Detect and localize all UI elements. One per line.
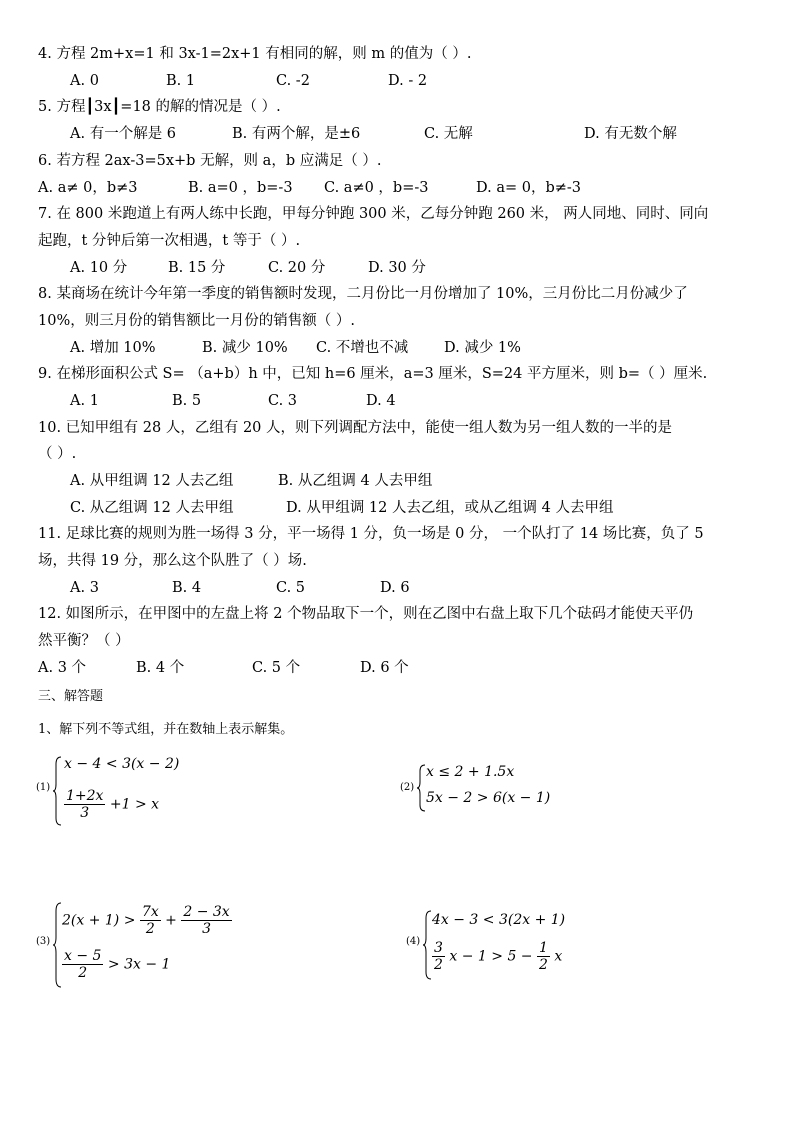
option-c: C. 从乙组调 12 人去甲组 xyxy=(70,500,234,516)
fraction xyxy=(181,904,231,937)
option-b: B. 1 xyxy=(166,73,196,89)
option-d: D. 6 xyxy=(380,580,410,596)
option-d: D. - 2 xyxy=(388,73,428,89)
task-instruction: 1、解下列不等式组，并在数轴上表示解集。 xyxy=(38,722,294,737)
row-tail: x xyxy=(554,948,563,965)
inequality-system-1 xyxy=(36,756,236,826)
option-c: C. 3 xyxy=(268,393,298,409)
system-row-2: 5x − 2 > 6(x − 1) xyxy=(426,790,551,806)
fraction xyxy=(432,940,445,973)
fraction xyxy=(62,948,103,981)
question-4-stem: 4. 方程 2m+x=1 和 3x-1=2x+1 有相同的解，则 m 的值为（ ）. xyxy=(38,46,472,62)
fraction-denominator: 3 xyxy=(80,805,90,821)
inequality-system-4 xyxy=(406,910,626,980)
fraction-numerator: 1 xyxy=(538,940,548,956)
fraction-numerator: x − 5 xyxy=(64,948,102,964)
option-d: D. 4 xyxy=(366,393,396,409)
system-row-2 xyxy=(64,788,159,821)
system-label: (2) xyxy=(400,782,415,793)
option-d: D. 有无数个解 xyxy=(584,126,677,142)
system-label: (4) xyxy=(406,936,421,947)
option-b: B. 有两个解，是±6 xyxy=(232,126,361,142)
fraction-denominator: 2 xyxy=(78,965,88,981)
plus-sign: + xyxy=(165,912,177,929)
option-a: A. 3 个 xyxy=(38,660,87,676)
fraction-denominator: 3 xyxy=(202,921,211,937)
question-7-stem-cont: 起跑，t 分钟后第一次相遇，t 等于（ ）. xyxy=(38,233,301,249)
option-c: C. -2 xyxy=(276,73,310,89)
option-c: C. 5 个 xyxy=(252,660,301,676)
system-row-1: 4x − 3 < 3(2x + 1) xyxy=(432,912,566,928)
option-c: C. 无解 xyxy=(424,126,473,142)
question-10-stem-cont: （ ）. xyxy=(38,446,77,462)
inequality-system-2 xyxy=(400,764,600,814)
fraction xyxy=(140,904,161,937)
option-c: C. 5 xyxy=(276,580,306,596)
option-d: D. 减少 1% xyxy=(444,340,521,356)
left-brace-icon xyxy=(416,764,426,812)
option-a: A. 3 xyxy=(70,580,99,596)
option-d: D. 30 分 xyxy=(368,260,426,276)
option-b: B. 4 xyxy=(172,580,202,596)
option-b: B. 5 xyxy=(172,393,202,409)
row-tail: > 3x − 1 xyxy=(107,956,171,973)
system-label: (1) xyxy=(36,782,51,793)
fraction-numerator: 2 − 3x xyxy=(183,904,230,920)
row-middle: x − 1 > 5 − xyxy=(449,948,533,965)
question-12-stem: 12. 如图所示，在甲图中的左盘上将 2 个物品取下一个，则在乙图中右盘上取下几个砝码才能使天平仍 xyxy=(38,606,694,622)
question-8-stem: 8. 某商场在统计今年第一季度的销售额时发现，二月份比一月份增加了 10%，三月份比二月份减少了 xyxy=(38,286,688,302)
option-b: B. 减少 10% xyxy=(202,340,288,356)
question-9-stem: 9. 在梯形面积公式 S= （a+b）h 中，已知 h=6 厘米，a=3 厘米，S=24 平方厘米，则 b=（ ）厘米. xyxy=(38,366,708,382)
question-11-stem-cont: 场，共得 19 分，那么这个队胜了（ ）场. xyxy=(38,553,307,569)
option-b: B. a=0 ，b=-3 xyxy=(188,180,293,196)
option-d: D. 从甲组调 12 人去乙组，或从乙组调 4 人去甲组 xyxy=(286,500,614,516)
system-row-1: x ≤ 2 + 1.5x xyxy=(426,764,515,780)
option-b: B. 4 个 xyxy=(136,660,185,676)
question-5-stem: 5. 方程┃3x┃=18 的解的情况是（ ）. xyxy=(38,99,281,115)
option-c: C. 不增也不减 xyxy=(316,340,409,356)
fraction-denominator: 2 xyxy=(145,921,155,937)
fraction xyxy=(64,788,105,821)
option-a: A. 有一个解是 6 xyxy=(70,126,177,142)
question-7-stem: 7. 在 800 米跑道上有两人练中长跑，甲每分钟跑 300 米，乙每分钟跑 260 米， 两人同地、同时、同向 xyxy=(38,206,709,222)
row-tail: +1 > x xyxy=(109,796,160,813)
fraction-numerator: 1+2x xyxy=(66,788,104,804)
question-8-stem-cont: 10%，则三月份的销售额比一月份的销售额（ ）. xyxy=(38,313,355,329)
left-brace-icon xyxy=(52,756,62,826)
fraction-numerator: 7x xyxy=(141,904,159,920)
option-a: A. 10 分 xyxy=(70,260,128,276)
option-a: A. 增加 10% xyxy=(70,340,156,356)
fraction-denominator: 2 xyxy=(538,957,548,973)
option-a: A. 从甲组调 12 人去乙组 xyxy=(70,473,234,489)
inequality-system-3 xyxy=(36,902,256,988)
system-row-1: x − 4 < 3(x − 2) xyxy=(64,756,180,772)
fraction-denominator: 2 xyxy=(434,957,443,973)
question-6-stem: 6. 若方程 2ax-3=5x+b 无解，则 a，b 应满足（ ）. xyxy=(38,153,382,169)
left-brace-icon xyxy=(422,910,432,980)
system-row-1 xyxy=(62,904,232,937)
question-10-stem: 10. 已知甲组有 28 人，乙组有 20 人，则下列调配方法中，能使一组人数为另一组人数的一半的是 xyxy=(38,420,673,436)
fraction-numerator: 3 xyxy=(434,940,443,956)
option-a: A. 1 xyxy=(70,393,99,409)
option-b: B. 15 分 xyxy=(168,260,226,276)
fraction xyxy=(537,940,550,973)
row-head: 2(x + 1) > xyxy=(62,912,136,929)
option-c: C. 20 分 xyxy=(268,260,326,276)
system-row-2 xyxy=(432,940,562,973)
question-11-stem: 11. 足球比赛的规则为胜一场得 3 分，平一场得 1 分，负一场是 0 分， 一个队打了 14 场比赛，负了 5 xyxy=(38,526,704,542)
system-row-2 xyxy=(62,948,170,981)
option-c: C. a≠0 ，b=-3 xyxy=(324,180,429,196)
option-d: D. 6 个 xyxy=(360,660,409,676)
option-d: D. a= 0，b≠-3 xyxy=(476,180,582,196)
question-12-stem-cont: 然平衡？（ ） xyxy=(38,633,130,649)
option-a: A. a≠ 0，b≠3 xyxy=(38,180,138,196)
option-b: B. 从乙组调 4 人去甲组 xyxy=(278,473,433,489)
system-label: (3) xyxy=(36,936,51,947)
left-brace-icon xyxy=(52,902,62,988)
option-a: A. 0 xyxy=(70,73,99,89)
section-title: 三、解答题 xyxy=(38,689,104,704)
